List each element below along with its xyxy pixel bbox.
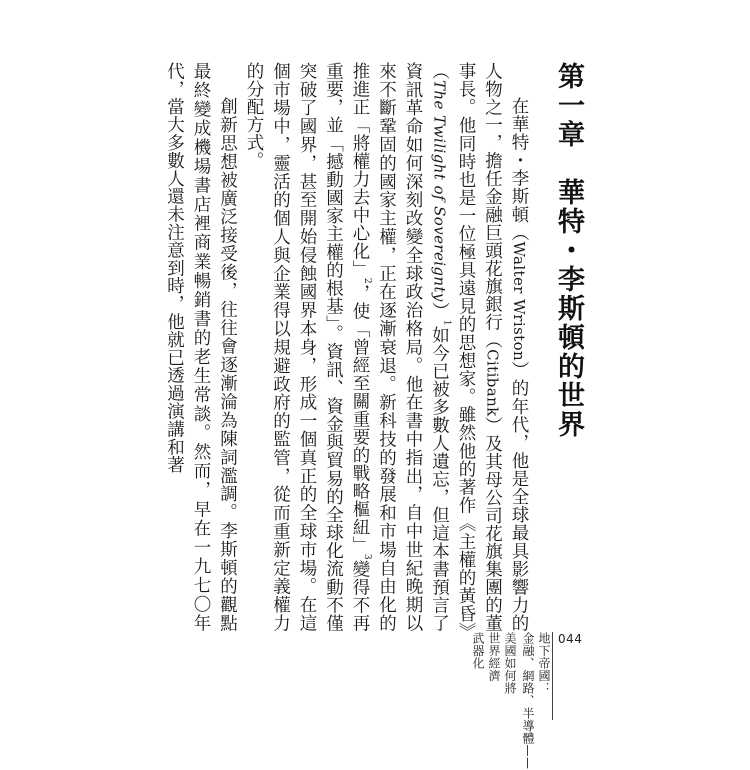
running-head bbox=[456, 632, 551, 770]
p1-text-b: ）的年代，他是全球最具影響力的人物之一，擔任金融巨頭花旗銀行（ bbox=[482, 62, 529, 633]
footnote-ref-3[interactable]: 3 bbox=[361, 553, 372, 561]
paragraph-1 bbox=[241, 62, 533, 632]
running-head-line-5: 武器化 bbox=[471, 632, 485, 670]
running-head-line-2-b: 半導體—— bbox=[521, 707, 535, 770]
footnote-ref-1[interactable]: 1 bbox=[441, 319, 452, 327]
running-head-line-2 bbox=[520, 632, 535, 770]
running-head-line-3: 美國如何將 bbox=[503, 632, 517, 695]
p1-bank: Citibank bbox=[483, 349, 502, 417]
running-head-line-1: 地下帝國： bbox=[537, 632, 551, 695]
chapter-title: 第一章 華特・李斯頓的世界 bbox=[553, 62, 584, 439]
p1-text-g: 變得不再重要，並「撼動國家主權的根基」。資訊、資金與貿易的全球化流動不僅突破了國界，甚至開始侵蝕國界本身，形成一個真正的全球市場。在這個市場中，靈活的個人與企業得以規避政府的監管，從而重新定義權力的分配方式。 bbox=[244, 62, 370, 632]
running-head-rule bbox=[552, 632, 553, 720]
p1-text-a: 在華特・李斯頓（ bbox=[509, 97, 529, 242]
paragraph-2: 創新思想被廣泛接受後，往往會逐漸淪為陳詞濫調。李斯頓的觀點最終變成機場書店裡商業暢銷書的老生常談。然而，早在一九七〇年代，當大多數人還未注意到時，他就已透過演講和著 bbox=[164, 62, 238, 632]
page-number: 044 bbox=[558, 632, 583, 646]
p1-text-f: ，使「曾經至關重要的戰略樞紐」 bbox=[350, 284, 370, 554]
p1-text-d: ） bbox=[429, 301, 450, 320]
running-head-line-4: 世界經濟 bbox=[487, 632, 501, 682]
p1-text-e: 如今已被多數人遺忘，但這本書預言了資訊革命如何深刻改變全球政治格局。他在書中指出，自中世紀晚期以來不斷鞏固的國家主權，正在逐漸衰退。新科技的發展和市場自由化的推進正「將權力去中心化」 bbox=[350, 62, 450, 632]
p1-book-title: The Twilight of Sovereignty bbox=[430, 80, 449, 302]
p1-text-c: ）及其母公司花旗集團的董事長。他同時也是一位極具遠見的思想家。雖然他的著作《主權的黃昏》（ bbox=[429, 62, 503, 632]
footnote-ref-2[interactable]: 2 bbox=[361, 277, 372, 284]
p1-name: Walter Wriston bbox=[510, 241, 528, 362]
running-head-line-2-a: 金融、網路、 bbox=[521, 632, 535, 707]
body-text bbox=[164, 62, 532, 633]
